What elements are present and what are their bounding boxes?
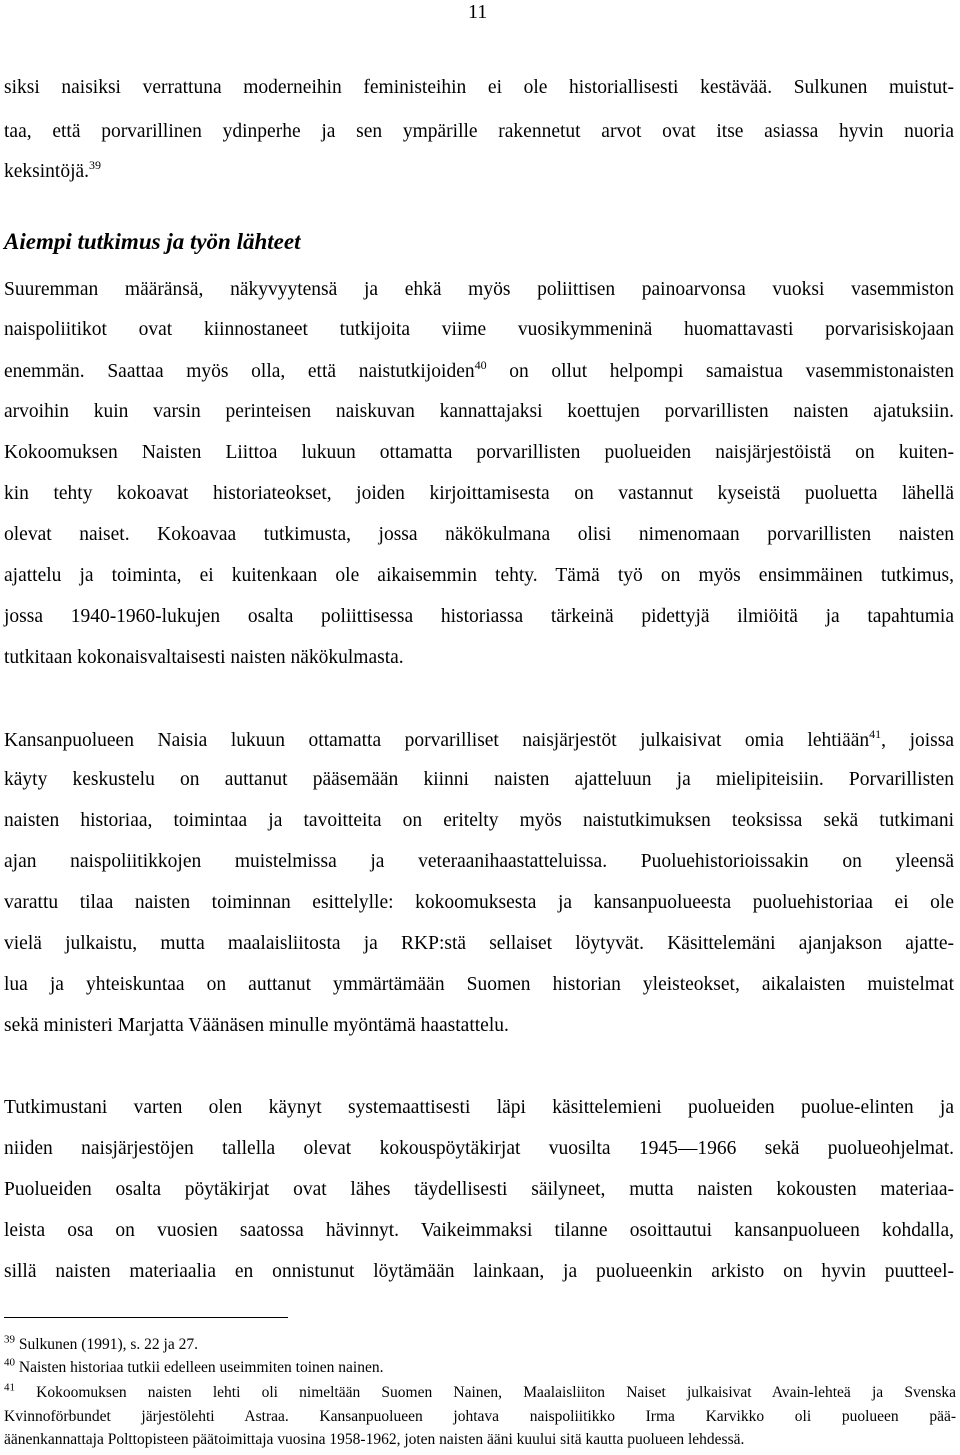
footnote-number: 40 — [4, 1356, 15, 1369]
body-line: Puolueiden osalta pöytäkirjat ovat lähes täydellisesti säilyneet, mutta naisten kokousten materiaa- — [4, 1179, 954, 1200]
body-line: olevat naiset. Kokoavaa tutkimusta, jossa näkökulmana olisi nimenomaan porvarillisten naisten — [4, 524, 954, 545]
body-text: keksintöjä. — [4, 161, 90, 182]
footnote-ref-40[interactable]: 40 — [474, 358, 487, 373]
body-line: arvoihin kuin varsin perinteisen naiskuvan kannattajaksi koettujen porvarillisten naisten ajatuksiin. — [4, 401, 954, 422]
footnote-39 — [4, 1335, 956, 1355]
body-line: ajattelu ja toiminta, ei kuitenkaan ole aikaisemmin tehty. Tämä työ on myös ensimmäinen tutkimus, — [4, 565, 954, 586]
footnote-40 — [4, 1358, 956, 1378]
body-line: Suuremman määränsä, näkyvyytensä ja ehkä myös poliittisen painoarvonsa vuoksi vasemmiston — [4, 279, 954, 300]
body-line: Kokoomuksen Naisten Liittoa lukuun ottamatta porvarillisten puolueiden naisjärjestöistä on kuiten- — [4, 442, 954, 463]
footnote-text: Naisten historiaa tutkii edelleen useimmiten toinen nainen. — [15, 1359, 384, 1376]
body-line: siksi naisiksi verrattuna moderneihin feministeihin ei ole historiallisesti kestävää. Sulkunen muistut- — [4, 77, 954, 98]
body-line: lua ja yhteiskuntaa on auttanut ymmärtämään Suomen historian yleisteokset, aikalaisten muistelmat — [4, 974, 954, 995]
footnote-text: Sulkunen (1991), s. 22 ja 27. — [15, 1336, 198, 1353]
body-line: varattu tilaa naisten toiminnan esittelylle: kokoomuksesta ja kansanpuolueesta puoluehistoriaa ei ole — [4, 892, 954, 913]
body-line: ajan naispoliitikkojen muistelmissa ja veteraanihaastatteluissa. Puoluehistorioissakin on yleensä — [4, 851, 954, 872]
body-line: sillä naisten materiaalia en onnistunut löytämään lainkaan, ja puolueenkin arkisto on hyvin puutteel- — [4, 1261, 954, 1282]
footnote-separator — [4, 1317, 288, 1318]
body-text: Kansanpuolueen Naisia lukuun ottamatta porvarilliset naisjärjestöt julkaisivat omia lehtiään — [4, 730, 870, 751]
footnote-number: 41 — [4, 1381, 15, 1394]
footnote-number: 39 — [4, 1333, 15, 1346]
body-text: , joissa — [881, 730, 954, 751]
body-text: on ollut helpompi samaistua vasemmistonaisten — [486, 361, 954, 382]
body-text: enemmän. Saattaa myös olla, että naistutkijoiden — [4, 361, 475, 382]
body-line: taa, että porvarillinen ydinperhe ja sen ympärille rakennetut arvot ovat itse asiassa hyvin nuoria — [4, 121, 954, 142]
body-line: jossa 1940-1960-lukujen osalta poliittisessa historiassa tärkeinä pidettyjä ilmiöitä ja tapahtumia — [4, 606, 954, 627]
footnote-text: Kokoomuksen naisten lehti oli nimeltään Suomen Nainen, Maalaisliiton Naiset julkaisivat Avain-lehteä ja Svenska — [15, 1384, 956, 1401]
body-line: vielä julkaistu, mutta maalaisliitosta ja RKP:stä sellaiset löytyvät. Käsittelemäni ajanjakson ajatte- — [4, 933, 954, 954]
body-line: naispoliitikot ovat kiinnostaneet tutkijoita viime vuosikymmeninä huomattavasti porvarisiskojaan — [4, 319, 954, 340]
page-number: 11 — [468, 1, 488, 23]
body-line: tutkitaan kokonaisvaltaisesti naisten näkökulmasta. — [4, 647, 404, 668]
body-line — [4, 160, 954, 184]
footnote-41 — [4, 1383, 956, 1403]
footnote-ref-41[interactable]: 41 — [869, 727, 882, 742]
body-line: niiden naisjärjestöjen tallella olevat kokouspöytäkirjat vuosilta 1945—1966 sekä puolueohjelmat. — [4, 1138, 954, 1159]
footnote-41-cont: äänenkannattaja Polttopisteen päätoimittaja vuosina 1958-1962, joten naisten ääni kuului sitä kautta puolueen lehdessä. — [4, 1431, 745, 1448]
body-line: leista osa on vuosien saatossa hävinnyt. Vaikeimmaksi tilanne osoittautui kansanpuolueen kohdalla, — [4, 1220, 954, 1241]
body-line: naisten historiaa, toimintaa ja tavoitteita on eritelty myös naistutkimuksen teoksissa sekä tutkimani — [4, 810, 954, 831]
body-line — [4, 360, 954, 384]
footnote-ref-39[interactable]: 39 — [89, 158, 102, 173]
body-line: Tutkimustani varten olen käynyt systemaattisesti läpi käsittelemieni puolueiden puolue-elinten ja — [4, 1097, 954, 1118]
body-line: sekä ministeri Marjatta Väänäsen minulle myöntämä haastattelu. — [4, 1015, 509, 1036]
body-line — [4, 729, 954, 753]
body-line: käyty keskustelu on auttanut pääsemään kiinni naisten ajatteluun ja mielipiteisiin. Porvarillisten — [4, 769, 954, 790]
section-heading: Aiempi tutkimus ja työn lähteet — [4, 229, 301, 254]
body-line: kin tehty kokoavat historiateokset, joiden kirjoittamisesta on vastannut kyseistä puoluetta lähellä — [4, 483, 954, 504]
footnote-41-cont: Kvinnoförbundet järjestölehti Astraa. Kansanpuolueen johtava naispoliitikko Irma Karvikko oli puolueen pää- — [4, 1408, 956, 1425]
